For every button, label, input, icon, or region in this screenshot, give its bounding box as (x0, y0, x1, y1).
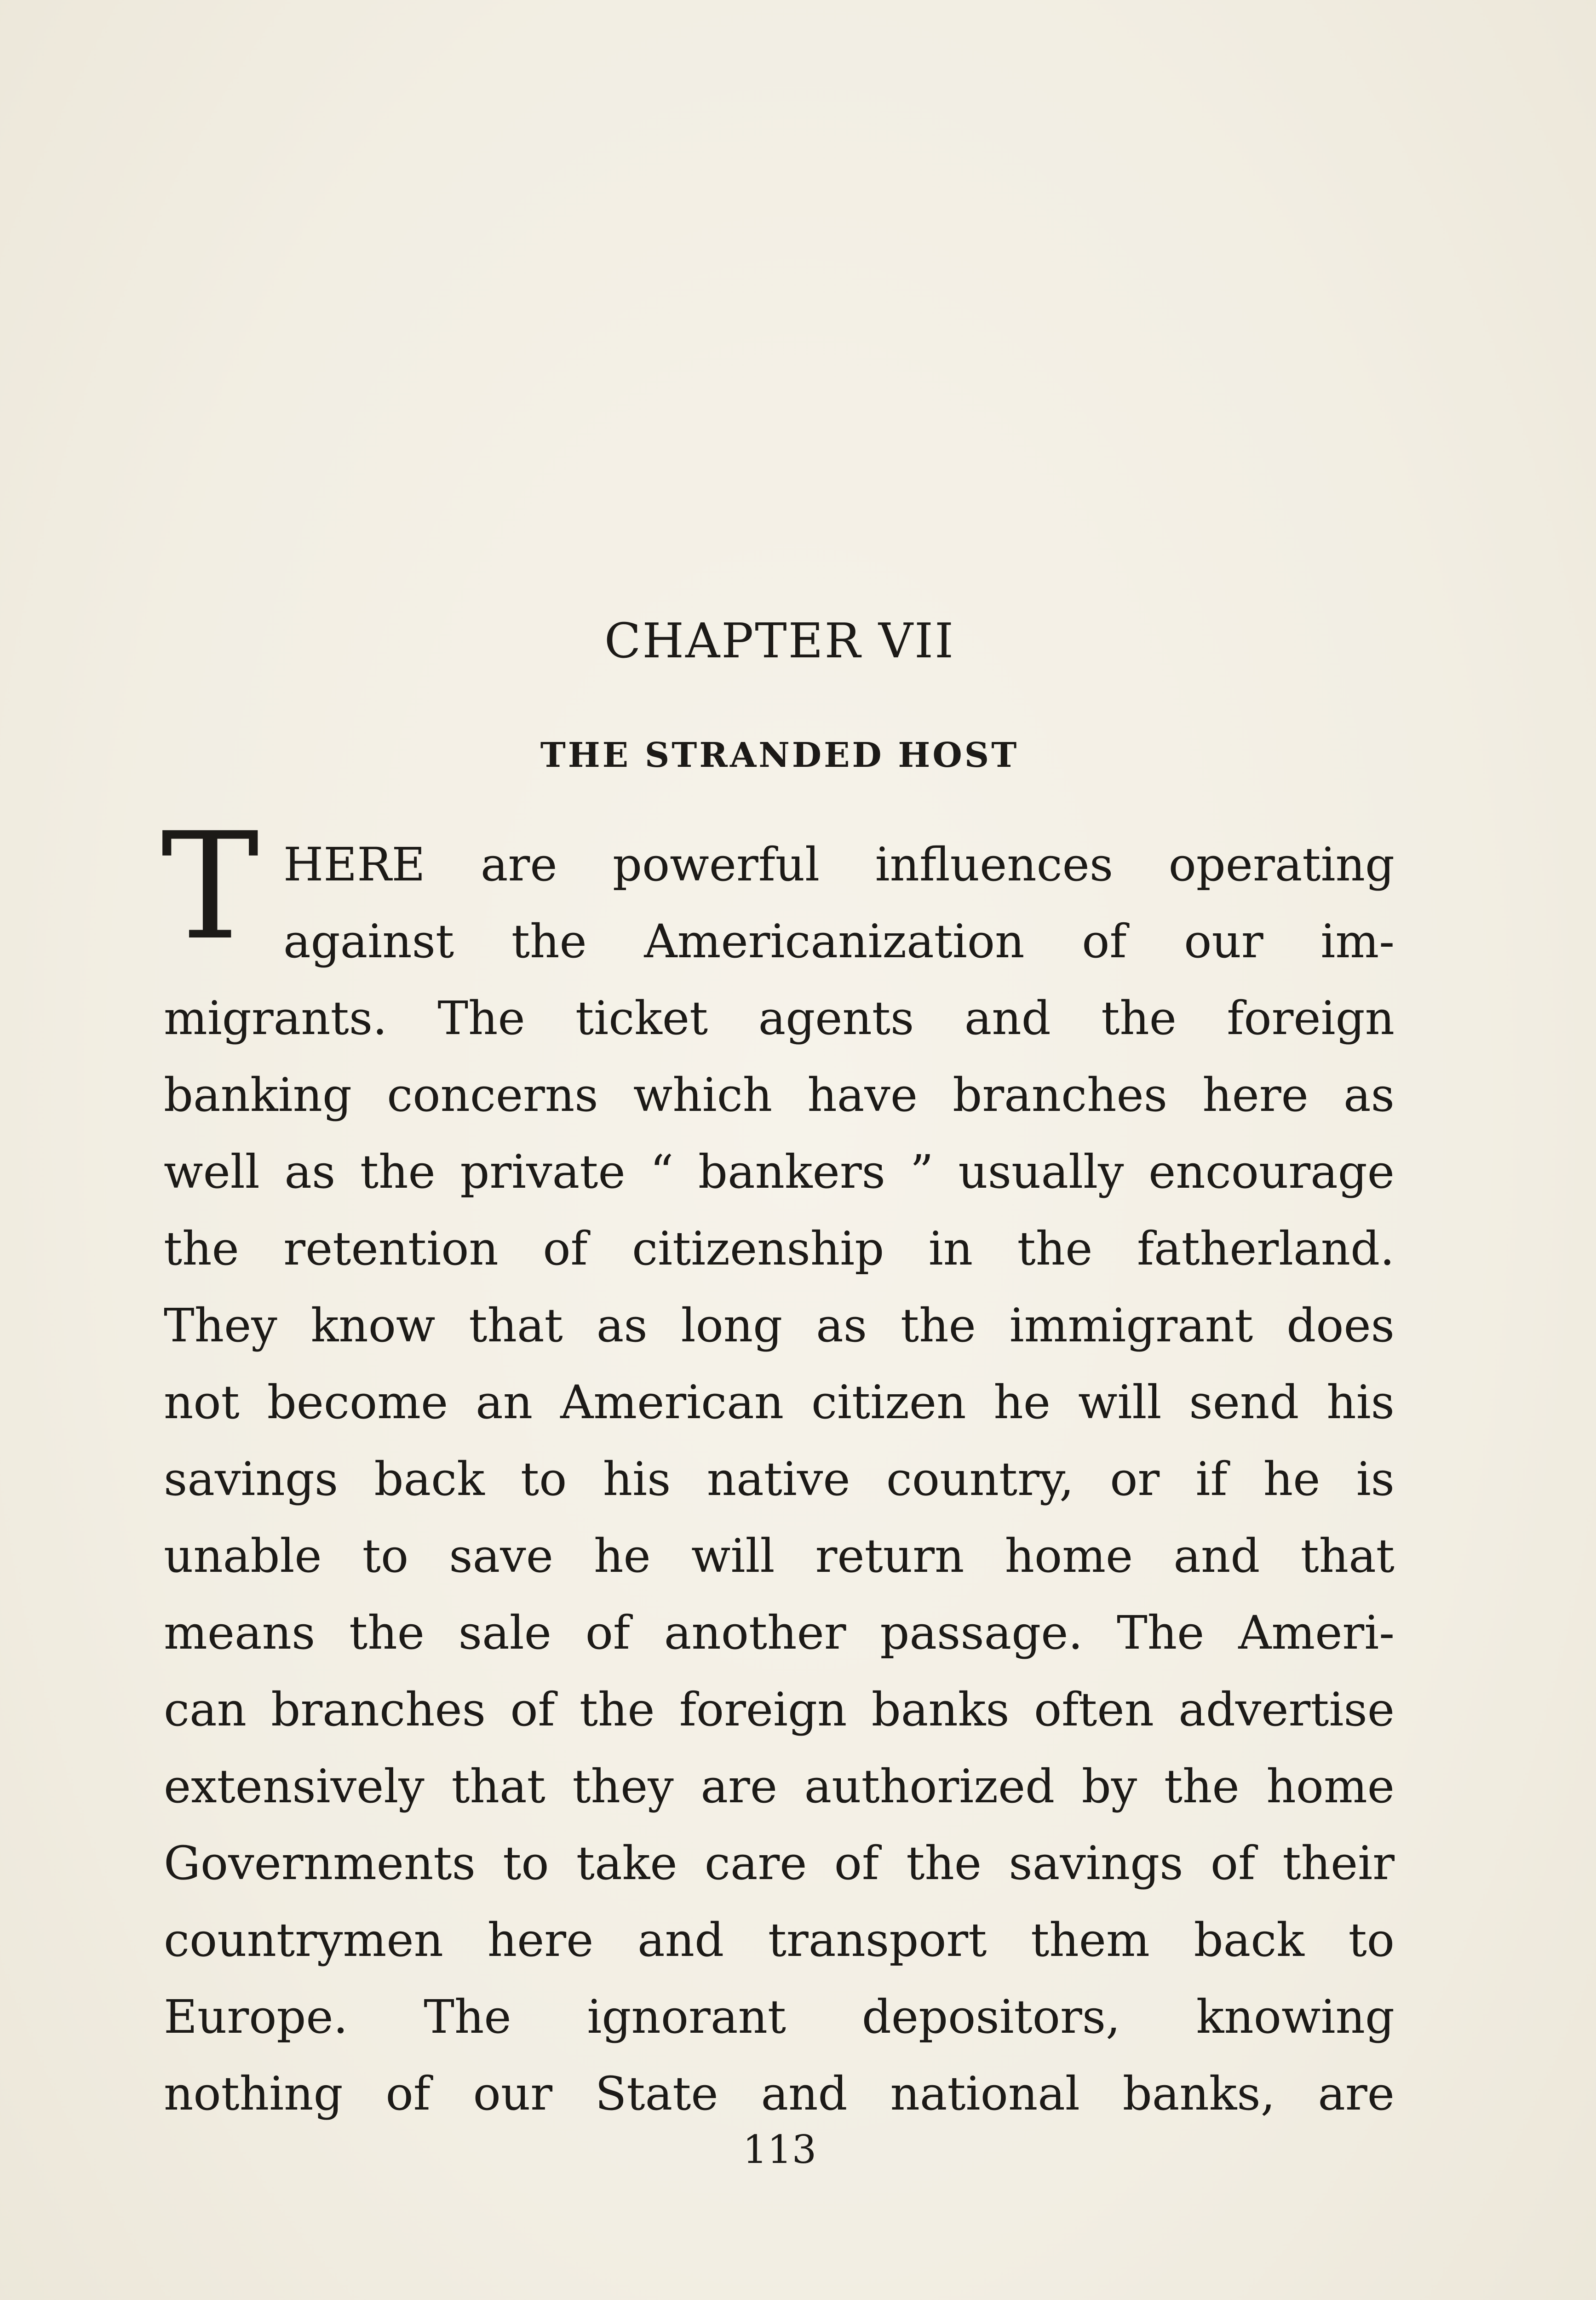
text-line: banking concerns which have branches here as (164, 1068, 1395, 1122)
text-line: HERE are powerful influences operating (283, 838, 1395, 891)
chapter-title: THE STRANDED HOST (540, 736, 1019, 775)
text-line: nothing of our State and national banks, are (164, 2067, 1395, 2121)
text-line: migrants. The ticket agents and the foreign (164, 991, 1395, 1045)
drop-cap: T (161, 801, 259, 972)
text-line: the retention of citizenship in the fatherland. (164, 1222, 1395, 1276)
page-number: 113 (742, 2127, 817, 2172)
text-line: savings back to his native country, or if he is (164, 1452, 1395, 1506)
text-line: Europe. The ignorant depositors, knowing (164, 1990, 1395, 2044)
text-line: against the Americanization of our im- (283, 914, 1395, 968)
text-line: can branches of the foreign banks often advertise (164, 1683, 1395, 1736)
text-line: well as the private “ bankers ” usually encourage (164, 1145, 1395, 1199)
text-line: not become an American citizen he will send his (164, 1375, 1395, 1429)
text-line: Governments to take care of the savings of their (164, 1836, 1395, 1890)
text-line: unable to save he will return home and that (164, 1529, 1395, 1583)
text-line: They know that as long as the immigrant does (164, 1299, 1395, 1352)
text-line: means the sale of another passage. The Ameri- (164, 1606, 1395, 1660)
chapter-heading: CHAPTER VII (604, 613, 955, 669)
text-line: countrymen here and transport them back to (164, 1913, 1395, 1967)
text-line: extensively that they are authorized by the home (164, 1760, 1395, 1813)
